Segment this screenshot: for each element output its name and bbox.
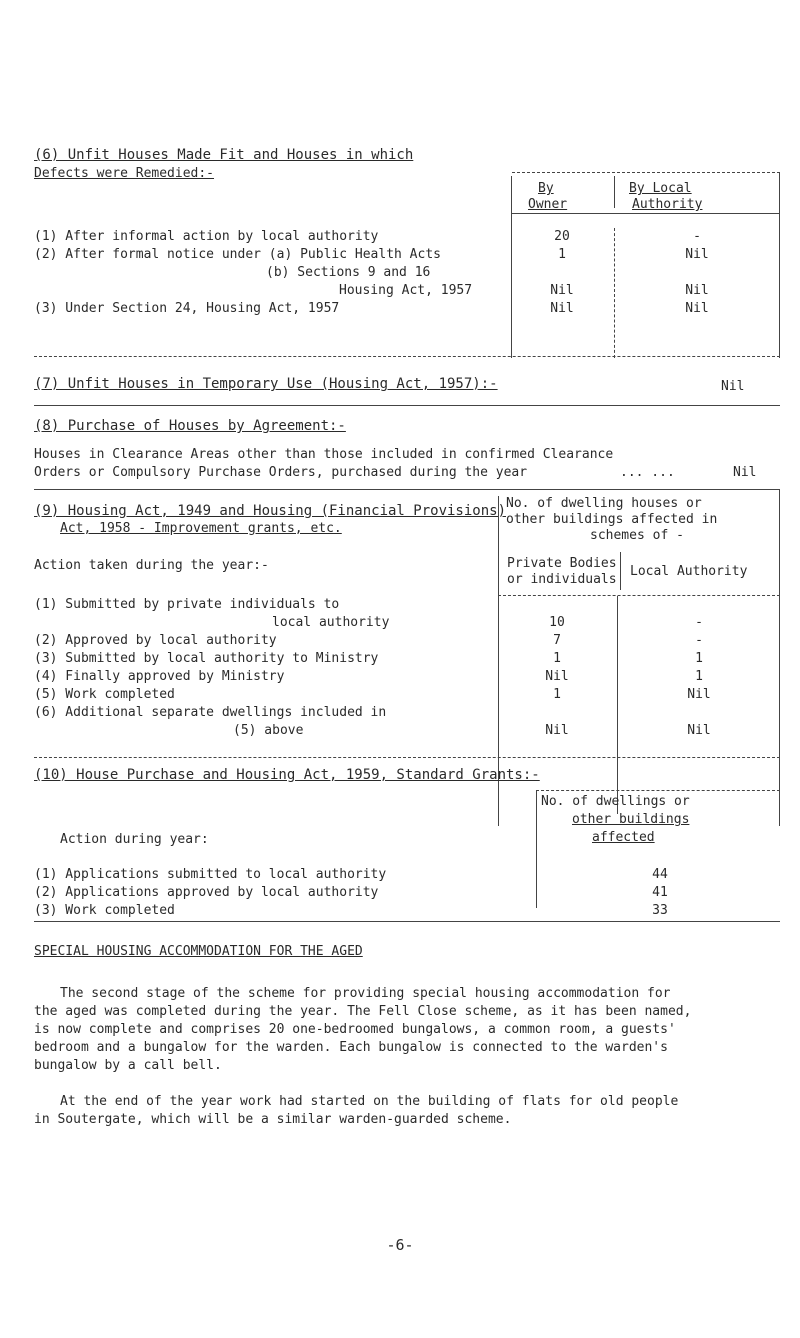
s9-row1-label1: (1) Submitted by private individuals to (34, 597, 340, 612)
col-owner-head-line1: By (538, 181, 554, 196)
s6-row1-owner: 20 (554, 229, 570, 244)
table6-left-rule (511, 176, 512, 228)
section7-value: Nil (721, 379, 745, 394)
special-para1-line1: The second stage of the scheme for providing special housing accommodation for (60, 986, 671, 1001)
s9-mid-rule (617, 596, 618, 814)
s9-row2-private: 7 (553, 633, 561, 648)
s9-header-rule (498, 595, 780, 596)
s6-row5-local: Nil (685, 301, 709, 316)
table6-top-rule (512, 172, 780, 173)
s9-row1-label2: local authority (272, 615, 390, 630)
special-para2-line1: At the end of the year work had started on the building of flats for old people (60, 1094, 679, 1109)
table6-right-rule-lower (779, 228, 780, 358)
section9-title-line2: Act, 1958 - Improvement grants, etc. (60, 521, 342, 536)
divider-after-s9 (34, 757, 780, 758)
table6-mid-rule-lower (614, 228, 615, 358)
divider-after-s7 (34, 405, 780, 406)
section9-title-line1: (9) Housing Act, 1949 and Housing (Financial Provisions) (34, 503, 507, 519)
s9-row2-label: (2) Approved by local authority (34, 633, 277, 648)
s9-col-private-line2: or individuals (507, 572, 617, 587)
s6-row3-label: (b) Sections 9 and 16 (266, 265, 431, 280)
table6-header-rule (512, 213, 780, 214)
s9-row3-label: (3) Submitted by local authority to Ministry (34, 651, 379, 666)
s9-head-mid-rule (620, 552, 621, 590)
col-local-head-line1: By Local (629, 181, 692, 196)
s10-head-line1: No. of dwellings or (541, 794, 690, 809)
s6-row4-owner: Nil (550, 283, 574, 298)
section10-title: (10) House Purchase and Housing Act, 1959, Standard Grants:- (34, 767, 540, 783)
s9-row6-local: Nil (687, 723, 711, 738)
s9-row2-local: - (695, 633, 703, 648)
col-local-head-line2: Authority (632, 197, 703, 212)
s6-row2-label: (2) After formal notice under (a) Public Health Acts (34, 247, 441, 262)
table10-left-rule (536, 790, 537, 908)
s10-row3-label: (3) Work completed (34, 903, 175, 918)
s9-head-line1: No. of dwelling houses or (506, 496, 702, 511)
s10-row2-label: (2) Applications approved by local authority (34, 885, 379, 900)
s6-row1-label: (1) After informal action by local authority (34, 229, 379, 244)
s9-row6-label1: (6) Additional separate dwellings included in (34, 705, 387, 720)
s9-row4-label: (4) Finally approved by Ministry (34, 669, 285, 684)
s9-row6-label2: (5) above (233, 723, 304, 738)
divider-after-s8 (34, 489, 780, 490)
table6-right-rule (779, 172, 780, 228)
divider-after-s10 (34, 921, 780, 922)
special-para2-line2: in Soutergate, which will be a similar warden-guarded scheme. (34, 1112, 512, 1127)
s9-row6-private: Nil (545, 723, 569, 738)
s9-head-line3: schemes of - (590, 528, 684, 543)
section6-title-line2: Defects were Remedied:- (34, 166, 215, 181)
s10-row1-value: 44 (652, 867, 668, 882)
s10-head-line3: affected (592, 830, 655, 845)
table10-top-rule (536, 790, 780, 791)
section6-title-line1: (6) Unfit Houses Made Fit and Houses in which (34, 147, 414, 163)
table9-right-rule (779, 489, 780, 826)
s9-row1-local: - (695, 615, 703, 630)
s10-row3-value: 33 (652, 903, 668, 918)
s6-row1-local: - (693, 229, 701, 244)
s9-head-line2: other buildings affected in (506, 512, 718, 527)
s9-col-private-line1: Private Bodies (507, 556, 617, 571)
section7-label: (7) Unfit Houses in Temporary Use (Housing Act, 1957):- (34, 376, 498, 392)
special-para1-line3: is now complete and comprises 20 one-bedroomed bungalows, a common room, a guests' (34, 1022, 676, 1037)
section8-value: Nil (733, 465, 757, 480)
s9-row4-local: 1 (695, 669, 703, 684)
s9-row5-local: Nil (687, 687, 711, 702)
s9-row5-private: 1 (553, 687, 561, 702)
s9-row5-label: (5) Work completed (34, 687, 175, 702)
s10-row2-value: 41 (652, 885, 668, 900)
section8-dots: ... ... (620, 465, 675, 480)
s10-action-label: Action during year: (60, 832, 209, 847)
section8-line1: Houses in Clearance Areas other than those included in confirmed Clearance (34, 447, 614, 462)
s6-row4-label: Housing Act, 1957 (339, 283, 473, 298)
special-para1-line2: the aged was completed during the year. The Fell Close scheme, as it has been named, (34, 1004, 692, 1019)
s9-row3-local: 1 (695, 651, 703, 666)
section8-title: (8) Purchase of Houses by Agreement:- (34, 418, 346, 434)
table6-mid-rule (614, 176, 615, 208)
s10-head-line2: other buildings (572, 812, 690, 827)
s6-row5-label: (3) Under Section 24, Housing Act, 1957 (34, 301, 340, 316)
s9-row1-private: 10 (549, 615, 565, 630)
s6-row4-local: Nil (685, 283, 709, 298)
s6-row2-local: Nil (685, 247, 709, 262)
s9-action-label: Action taken during the year:- (34, 558, 269, 573)
special-para1-line5: bungalow by a call bell. (34, 1058, 222, 1073)
divider-after-s6 (34, 356, 780, 357)
s6-row2-owner: 1 (558, 247, 566, 262)
page-number: -6- (386, 1236, 414, 1254)
special-para1-line4: bedroom and a bungalow for the warden. Each bungalow is connected to the warden's (34, 1040, 668, 1055)
s6-row5-owner: Nil (550, 301, 574, 316)
col-owner-head-line2: Owner (528, 197, 568, 212)
section8-line2: Orders or Compulsory Purchase Orders, purchased during the year (34, 465, 528, 480)
special-heading: SPECIAL HOUSING ACCOMMODATION FOR THE AGED (34, 944, 363, 959)
s9-col-local: Local Authority (630, 564, 748, 579)
s10-row1-label: (1) Applications submitted to local authority (34, 867, 387, 882)
s9-row4-private: Nil (545, 669, 569, 684)
s9-row3-private: 1 (553, 651, 561, 666)
